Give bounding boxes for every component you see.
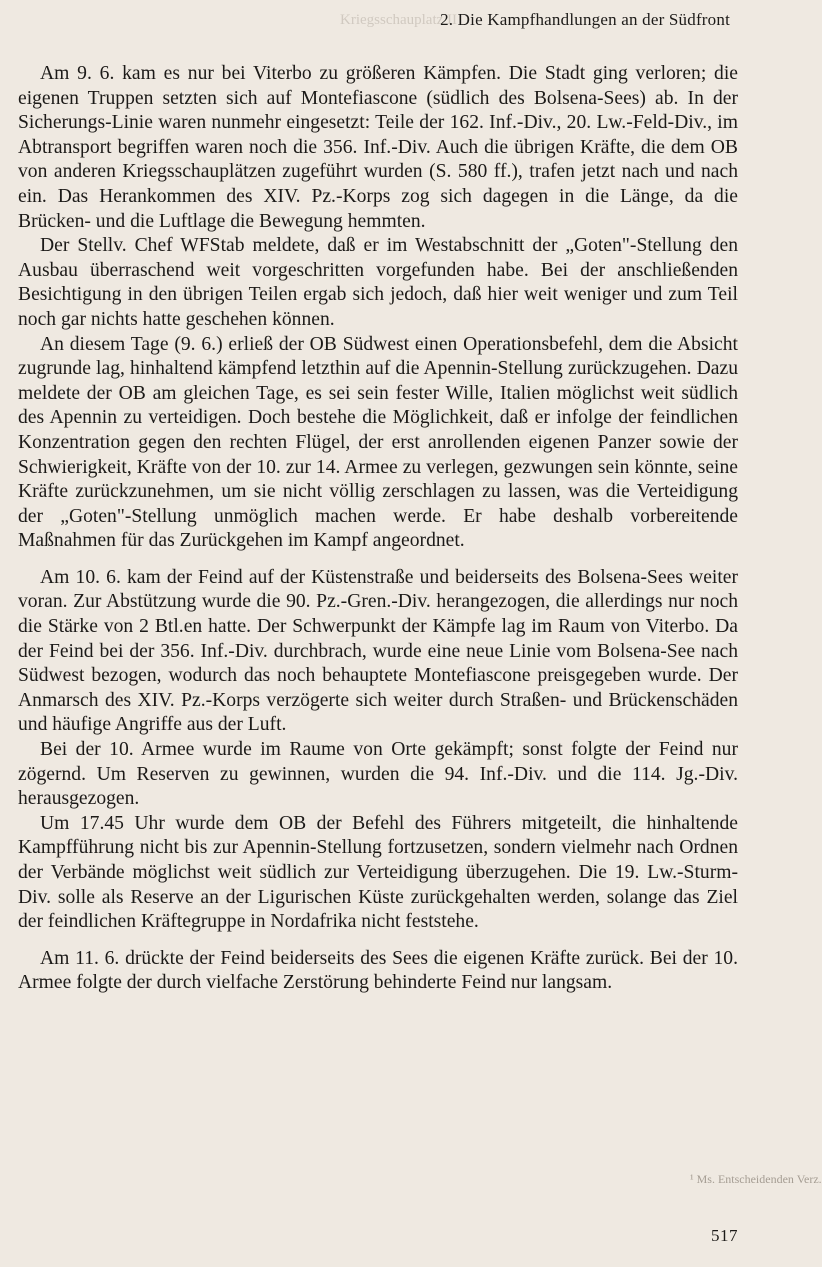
body-text	[18, 62, 738, 996]
page-number: 517	[711, 1226, 738, 1245]
paragraph-2: Der Stellv. Chef WFStab meldete, daß er im Westabschnitt der „Goten"-Stellung den Ausbau überraschend weit vorgeschritten vorgefunden habe. Bei der anschließenden Besichtigung in den übrigen Teilen ergab sich jedoch, daß hier weit weniger und zum Teil noch gar nichts hatte geschehen können.	[18, 235, 738, 330]
paragraph-3: An diesem Tage (9. 6.) erließ der OB Südwest einen Operationsbefehl, dem die Absicht zugrunde lag, hinhaltend kämpfend letzthin auf die Apennin-Stellung zurückzugehen. Dazu meldete der OB am gleichen Tage, es sei sein fester Wille, Italien möglichst weit südlich des Apennin zu verteidigen. Doch bestehe die Möglichkeit, daß er infolge der feindlichen Konzentration gegen den rechten Flügel, der erst anrollenden eigenen Panzer sowie der Schwierigkeit, Kräfte von der 10. zur 14. Armee zu verlegen, gezwungen sein könnte, seine Kräfte zurückzunehmen, um sie nicht völlig zerschlagen zu lassen, was die Verteidigung der „Goten"-Stellung unmöglich machen werde. Er habe deshalb vorbereitende Maßnahmen für das Zurückgehen im Kampf angeordnet.	[18, 333, 738, 552]
paragraph-5: Bei der 10. Armee wurde im Raume von Orte gekämpft; sonst folgte der Feind nur zögernd. Um Reserven zu gewinnen, wurden die 94. Inf.-Div. und die 114. Jg.-Div. herausgezogen.	[18, 739, 738, 810]
footnote-bleed-through: ¹ Ms. Entscheidenden Verz.	[690, 1172, 822, 1186]
paragraph-1: Am 9. 6. kam es nur bei Viterbo zu größeren Kämpfen. Die Stadt ging verloren; die eigenen Truppen setzten sich auf Montefiascone (südlich des Bolsena-Sees) ab. In der Sicherungs-Linie waren nunmehr eingesetzt: Teile der 162. Inf.-Div., 20. Lw.-Feld-Div., im Abtransport begriffen waren noch die 356. Inf.-Div. Auch die übrigen Kräfte, die dem OB von anderen Kriegsschauplätzen zugeführt wurden (S. 580 ff.), trafen jetzt nach und nach ein. Das Herankommen des XIV. Pz.-Korps zog sich dagegen in die Länge, da die Brücken- und die Luftlage die Bewegung hemmten.	[18, 63, 738, 232]
running-header: 2. Die Kampfhandlungen an der Südfront	[440, 10, 730, 29]
paragraph-6: Um 17.45 Uhr wurde dem OB der Befehl des Führers mitgeteilt, die hinhaltende Kampfführung nicht bis zur Apennin-Stellung fortzusetzen, sondern vielmehr nach Ordnen der Verbände möglichst weit südlich zur Verteidigung überzugehen. Die 19. Lw.-Sturm-Div. solle als Reserve an der Ligurischen Küste zurückgehalten werden, solange das Ziel der feindlichen Kräftegruppe in Nordafrika nicht feststehe.	[18, 812, 738, 933]
paragraph-7: Am 11. 6. drückte der Feind beiderseits des Sees die eigenen Kräfte zurück. Bei der 10. Armee folgte der durch vielfache Zerstörung behinderte Feind nur langsam.	[18, 947, 738, 994]
bleed-through-header: Kriegsschauplatz II	[340, 12, 458, 28]
paragraph-4: Am 10. 6. kam der Feind auf der Küstenstraße und beiderseits des Bolsena-Sees weiter voran. Zur Abstützung wurde die 90. Pz.-Gren.-Div. herangezogen, die allerdings nur noch die Stärke von 2 Btl.en hatte. Der Schwerpunkt der Kämpfe lag im Raum von Viterbo. Da der Feind bei der 356. Inf.-Div. durchbrach, wurde eine neue Linie vom Bolsena-See nach Südwest bezogen, wodurch das noch behauptete Montefiascone preisgegeben wurde. Der Anmarsch des XIV. Pz.-Korps verzögerte sich weiter durch Straßen- und Brückenschäden und häufige Angriffe aus der Luft.	[18, 566, 738, 736]
